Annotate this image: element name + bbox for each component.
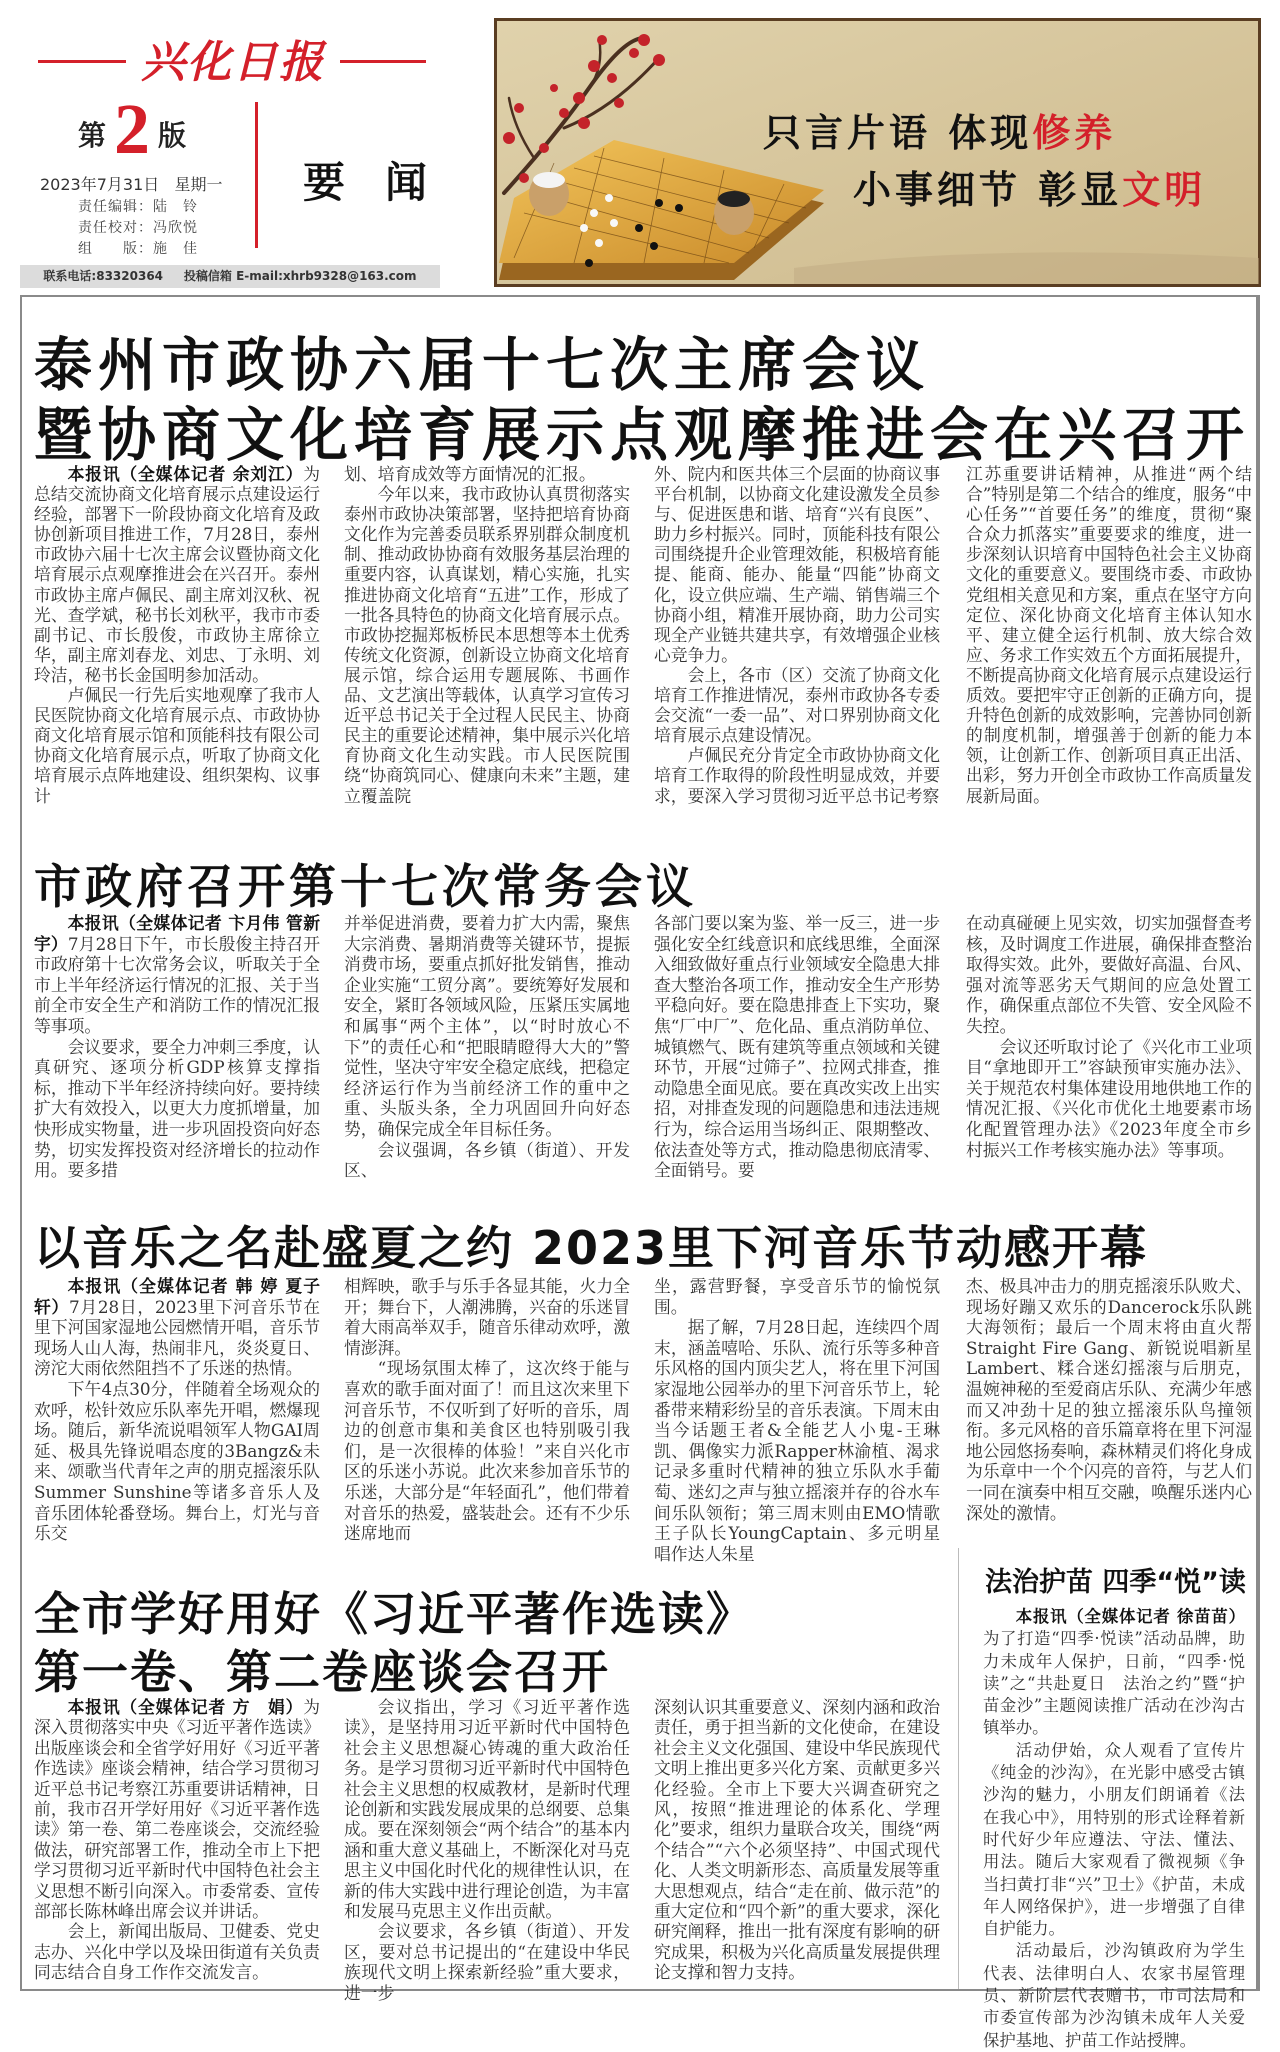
paragraph-text: 活动伊始，众人观看了宣传片《纯金的沙沟》，在光影中感受古镇沙沟的魅力，小朋友们朗诵着《法在我心中》，用特别的形式诠释着新时代好少年应遵法、守法、懂法、用法。随后大家观看了微视频《争当扫黄打非“兴”卫士》《护苗，未成年人网络保护》，进一步增强了自律自护能力。 [983, 1740, 1245, 1939]
byline: 本报讯（全媒体记者 方 娟） [67, 1697, 304, 1717]
paragraph-text: 卢佩民充分肯定全市政协协商文化培育工作取得的阶段性明显成效，并要求，要深入学习贯彻习近平总书记考察 [654, 745, 940, 806]
section-title: 要闻 [303, 158, 468, 207]
newspaper-logo: 兴化日报 [141, 37, 325, 88]
paragraph-text: 杰、极具冲击力的朋克摇滚乐队败犬、现场好蹦又欢乐的Dancerock乐队跳大海领衔；最后一个周末将由直火帮Straight Fire Gang、新锐说唱新星Lambert、糅合迷幻摇滚与后朋克，温婉神秘的至爱商店乐队、充满少年感而又冲劲十足的独立摇滚乐队鸟撞领衔。多元风格的音乐篇章将在里下河湿地公园悠扬奏响，森林精灵们将化身成为乐章中一个个闪亮的音符，与艺人们一同在演奏中相互交融，唤醒乐迷内心深处的激情。 [966, 1276, 1252, 1523]
article-2-headline: 市政府召开第十七次常务会议 [34, 860, 697, 915]
paragraph [34, 1379, 320, 1544]
paragraph [654, 1276, 940, 1317]
paragraph-text: 相辉映，歌手与乐手各显其能，火力全开；舞台下，人潮沸腾，兴奋的乐迷冒着大雨高举双手，随音乐律动欢呼，激情澎湃。 [344, 1276, 630, 1358]
paragraph [966, 913, 1252, 1037]
article-1-column [966, 464, 1252, 806]
sidebar-column [983, 1606, 1245, 2052]
article-1-column [654, 464, 940, 806]
paragraph-text: 活动最后，沙沟镇政府为学生代表、法律明白人、农家书屋管理员、新阶层代表赠书，市司法局和市委宣传部为沙沟镇未成年人关爱保护基地、护苗工作站授牌。 [983, 1941, 1245, 2050]
byline: 本报讯（全媒体记者 韩 婷 夏子轩） [34, 1276, 320, 1317]
paragraph [344, 1140, 630, 1181]
paragraph [344, 464, 630, 484]
article-4-column [34, 1697, 320, 1983]
paragraph [654, 1317, 940, 1564]
paragraph [983, 1740, 1245, 1941]
paragraph [654, 1697, 940, 1983]
paragraph-text: 为总结交流协商文化培育展示点建设运行经验，部署下一阶段协商文化培育及政协创新项目推进工作，7月28日，泰州市政协六届十七次主席会议暨协商文化培育展示点观摩推进会在兴召开。泰州市政协主席卢佩民、副主席刘汉秋、祝光、查学斌，秘书长刘秋平，我市市委副书记、市长殷俊，市政协主席徐立华，副主席刘春龙、刘忠、丁永明、刘玲洁，秘书长金国明参加活动。 [34, 464, 320, 685]
paragraph [34, 1037, 320, 1181]
paragraph [654, 464, 940, 665]
paragraph [983, 1940, 1245, 2051]
paragraph-text: 下午4点30分，伴随着全场观众的欢呼，松针效应乐队率先开唱，燃爆现场。随后，新华流说唱领军人物GAI周延、极具先锋说唱态度的3Bangz&未来、颂歌当代青年之声的朋克摇滚乐队Summer Sunshine等诸多音乐人及音乐团体轮番登场。舞台上，灯光与音乐交 [34, 1378, 320, 1544]
paragraph-text: 会上，各市（区）交流了协商文化培育工作推进情况，泰州市政协各专委会交流“一委一品”、对口界别协商文化培育展示点建设情况。 [654, 664, 940, 746]
masthead-divider [255, 102, 258, 248]
article-3-column [344, 1276, 630, 1544]
article-1-headline-line1: 泰州市政协六届十七次主席会议 [34, 331, 931, 399]
article-2-column [34, 913, 320, 1181]
article-4-headline-line2: 第一卷、第二卷座谈会召开 [34, 1645, 610, 1699]
page-suffix: 版 [158, 119, 187, 152]
paragraph-text: 7月28日下午，市长殷俊主持召开市政府第十七次常务会议，听取关于全市上半年经济运行情况的汇报、关于当前全市安全生产和消防工作的情况汇报等事项。 [34, 933, 320, 1036]
paragraph-text: 划、培育成效等方面情况的汇报。 [344, 464, 596, 484]
paragraph-text: 各部门要以案为鉴、举一反三，进一步强化安全红线意识和底线思维，全面深入细致做好重点行业领域安全隐患大排查大整治各项工作，推动安全生产形势平稳向好。要在隐患排查上下实功，聚焦“厂中厂”、危化品、重点消防单位、城镇燃气、既有建筑等重点领域和关键环节，开展“过筛子”、拉网式排查，推动隐患全面见底。要在真改实改上出实招，对排查发现的问题隐患和违法违规行为，综合运用当场纠正、限期整改、依法查处等方式，推动隐患彻底清零、全面销号。要 [654, 913, 940, 1181]
proofreader-credit: 责任校对：冯欣悦 [78, 220, 198, 236]
paragraph-text: 坐，露营野餐，享受音乐节的愉悦氛围。 [654, 1276, 940, 1317]
page-prefix: 第 [78, 119, 107, 152]
byline: 本报讯（全媒体记者 徐苗苗） [1015, 1607, 1245, 1626]
paragraph [966, 1037, 1252, 1161]
paragraph [344, 1921, 630, 2003]
article-2-column [654, 913, 940, 1181]
paragraph-text: 会上，新闻出版局、卫健委、党史志办、兴化中学以及垛田街道有关负责同志结合自身工作作交流发言。 [34, 1921, 320, 1983]
paragraph [344, 1358, 630, 1543]
article-4-column [344, 1697, 630, 2003]
paragraph-text: “现场氛围太棒了，这次终于能与喜欢的歌手面对面了！而且这次来里下河音乐节，不仅听到了好听的音乐，周边的创意市集和美食区也特别吸引我们，是一次很棒的体验！”来自兴化市区的乐迷小苏说。此次来参加音乐节的乐迷，大部分是“年轻面孔”，他们带着对音乐的热爱，盛装赴会。还有不少乐迷席地而 [344, 1358, 630, 1544]
paragraph-text: 7月28日，2023里下河音乐节在里下河国家湿地公园燃情开唱，音乐节现场人山人海，热闹非凡，炎炎夏日、滂沱大雨依然阻挡不了乐迷的热情。 [34, 1296, 320, 1379]
page-number [78, 89, 187, 169]
article-3-headline: 以音乐之名赴盛夏之约 2023里下河音乐节动感开幕 [34, 1221, 1149, 1275]
paragraph-text: 江苏重要讲话精神，从推进“两个结合”特别是第二个结合的维度，服务“中心任务”“首要任务”的维度，贯彻“聚合众力抓落实”重要要求的维度，进一步深刻认识培育中国特色社会主义协商文化的重要意义。要围绕市委、市政协党组相关意见和方案，重点在坚守方向定位、深化协商文化培育主体认知水平、建立健全运行机制、放大综合效应、务求工作实效五个方面拓展提升，不断提高协商文化培育展示点建设运行质效。要把牢守正创新的正确方向，提升特色创新的成效影响，完善协同创新的制度机制，增强善于创新的能力本领，让创新工作、创新项目真正出活、出彩，努力开创全市政协工作高质量发展新局面。 [966, 464, 1252, 806]
article-1-column [34, 464, 320, 806]
paragraph-text: 深刻认识其重要意义、深刻内涵和政治责任，勇于担当新的文化使命，在建设社会主义文化强国、建设中华民族现代文明上推出更多兴化方案、贡献更多兴化经验。全市上下要大兴调查研究之风，按照“推进理论的体系化、学理化”要求，组织力量联合攻关，围绕“两个结合”“六个必须坚持”、中国式现代化、人类文明新形态、高质量发展等重大思想观点，结合“走在前、做示范”的重大定位和“四个新”的重大要求，深化研究阐释，推出一批有深度有影响的研究成果，积极为兴化高质量发展提供理论支撑和智力支持。 [654, 1697, 940, 1983]
paragraph [966, 1276, 1252, 1523]
article-3-column [966, 1276, 1252, 1523]
paragraph-text: 会议还听取讨论了《兴化市工业项目“拿地即开工”容缺预审实施办法》、关于规范农村集体建设用地供地工作的情况汇报、《兴化市优化土地要素市场化配置管理办法》《2023年度全市乡村振兴工作考核实施办法》等事项。 [966, 1036, 1252, 1160]
article-3-column [654, 1276, 940, 1564]
article-2-column [344, 913, 630, 1181]
paragraph-text: 外、院内和医共体三个层面的协商议事平台机制，以协商文化建设激发全员参与、促进医患和谐、培育“兴有良医”、助力乡村振兴。同时，顶能科技有限公司围绕提升企业管理效能，积极培育能提、能商、能办、能量“四能”协商文化，设立供应端、生产端、销售端三个协商小组，精准开展协商，助力公司实现全产业链共建共享，有效增强企业核心竞争力。 [654, 464, 940, 665]
banner-slogan-line2: 小事细节 彰显文明 [853, 167, 1207, 212]
banner-artwork [494, 18, 1261, 287]
paragraph [966, 464, 1252, 806]
article-2-column [966, 913, 1252, 1160]
paragraph-text: 会议强调，各乡镇（街道）、开发区、 [344, 1139, 630, 1181]
logo-rule-left [38, 60, 126, 63]
civility-banner [494, 18, 1261, 287]
article-3-column [34, 1276, 320, 1544]
article-4-headline-line1: 全市学好用好《习近平著作选读》 [34, 1587, 754, 1641]
paragraph-text: 在动真碰硬上见实效，切实加强督查考核，及时调度工作进展，确保排查整治取得实效。此外，要做好高温、台风、强对流等恶劣天气期间的应急处置工作，确保重点部位不失管、安全风险不失控。 [966, 913, 1252, 1036]
paragraph [344, 484, 630, 806]
paragraph [34, 913, 320, 1037]
paragraph [34, 464, 320, 685]
page-number-value: 2 [114, 89, 151, 169]
paragraph-text: 卢佩民一行先后实地观摩了我市人民医院协商文化培育展示点、市政协协商文化培育展示馆和顶能科技有限公司协商文化培育展示点，听取了协商文化培育展示点阵地建设、组织架构、议事计 [34, 685, 320, 806]
paragraph [654, 665, 940, 745]
paragraph [654, 745, 940, 805]
paragraph [344, 913, 630, 1140]
logo-rule-right [340, 60, 426, 63]
article-1-column [344, 464, 630, 806]
paragraph [34, 1921, 320, 1982]
paragraph-text: 今年以来，我市政协认真贯彻落实泰州市政协决策部署，坚持把培育协商文化作为完善委员联系界别群众制度机制、推动政协协商有效服务基层治理的重要内容，认真谋划，精心实施，扎实推进协商文化培育“五进”工作，形成了一批各具特色的协商文化培育展示点。市政协挖掘郑板桥民本思想等本土优秀传统文化资源，创新设立协商文化培育展示馆，综合运用专题展陈、书画作品、文艺演出等载体，认真学习宣传习近平总书记关于全过程人民民主、协商民主的重要论述精神，集中展示兴化培育协商文化生动实践。市人民医院围绕“协商筑同心、健康向未来”主题，建立覆盖院 [344, 484, 630, 806]
paragraph [983, 1606, 1245, 1740]
paragraph-text: 会议要求，各乡镇（街道）、开发区，要对总书记提出的“在建设中华民族现代文明上探索新经验”重大要求，进一步 [344, 1921, 630, 2003]
paragraph-text: 为深入贯彻落实中央《习近平著作选读》出版座谈会和全省学好用好《习近平著作选读》座谈会精神，结合学习贯彻习近平总书记考察江苏重要讲话精神，日前，我市召开学好用好《习近平著作选读》第一卷、第二卷座谈会，交流经验做法，研究部署工作，推动全市上下把学习贯彻习近平新时代中国特色社会主义思想不断引向深入。市委常委、宣传部部长陈林峰出席会议并讲话。 [34, 1697, 320, 1922]
paragraph-text: 为了打造“四季·悦读”活动品牌，助力未成年人保护，日前，“四季·悦读”之“共赴夏日 法治之约”暨“护苗金沙”主题阅读推广活动在沙沟古镇举办。 [983, 1629, 1245, 1738]
editor-credit: 责任编辑：陆 铃 [78, 199, 198, 215]
paragraph [34, 1276, 320, 1379]
paragraph-text: 会议指出，学习《习近平著作选读》，是坚持用习近平新时代中国特色社会主义思想凝心铸魂的重大政治任务。是学习贯彻习近平新时代中国特色社会主义思想的权威教材，是新时代理论创新和实践发展成果的总纲要、总集成。要在深刻领会“两个结合”的基本内涵和重大意义基础上，不断深化对马克思主义中国化时代化的规律性认识，在新的伟大实践中进行理论创造，为丰富和发展马克思主义作出贡献。 [344, 1697, 630, 1922]
sidebar-headline: 法治护苗 四季“悦”读 [985, 1567, 1246, 1598]
paragraph [344, 1697, 630, 1921]
byline: 本报讯（全媒体记者 卞月伟 管新宇） [34, 913, 320, 954]
paragraph-text: 据了解，7月28日起，连续四个周末，涵盖嘻哈、乐队、流行乐等多种音乐风格的国内顶尖艺人，将在里下河国家湿地公园举办的里下河音乐节上，轮番带来精彩纷呈的音乐表演。下周末由当今话题王者&全能艺人小鬼-王琳凯、偶像实力派Rapper林渝植、渴求记录多重时代精神的独立乐队水手葡萄、迷幻之声与独立摇滚并存的谷水车间乐队领衔；第三周末则由EMO情歌王子队长YoungCaptain、多元明星唱作达人朱星 [654, 1317, 940, 1564]
paragraph-text: 并举促进消费，要着力扩大内需，聚焦大宗消费、暑期消费等关键环节，提振消费市场，要重点抓好批发销售，推动企业实施“工贸分离”。要统筹好发展和安全，紧盯各领域风险，压紧压实属地和属事“两个主体”，以“时时放心不下”的责任心和“把眼睛瞪得大大的”警觉性，坚决守牢安全稳定底线，把稳定经济运行作为当前经济工作的重中之重、头版头条，全力巩固回升向好态势，确保完成全年目标任务。 [344, 913, 630, 1139]
paragraph [34, 685, 320, 806]
article-4-column [654, 1697, 940, 1983]
contact-bar: 联系电话:83320364 投稿信箱 E-mail:xhrb9328@163.com [20, 265, 440, 288]
layout-credit: 组 版：施 佳 [78, 241, 198, 257]
article-1-headline-line2: 暨协商文化培育展示点观摩推进会在兴召开 [34, 401, 1251, 469]
byline: 本报讯（全媒体记者 余刘江） [67, 464, 304, 484]
paragraph [344, 1276, 630, 1358]
banner-slogan-line1: 只言片语 体现修养 [763, 110, 1117, 155]
paragraph [34, 1697, 320, 1921]
paragraph-text: 会议要求，要全力冲刺三季度，认真研究、逐项分析GDP核算支撑指标，推动下半年经济持续向好。要持续扩大有效投入，以更大力度抓增量，加快形成实物量，进一步巩固投资向好态势，切实发挥投资对经济增长的拉动作用。要多措 [34, 1036, 320, 1181]
issue-date: 2023年7月31日 星期一 [40, 175, 223, 194]
paragraph [654, 913, 940, 1181]
